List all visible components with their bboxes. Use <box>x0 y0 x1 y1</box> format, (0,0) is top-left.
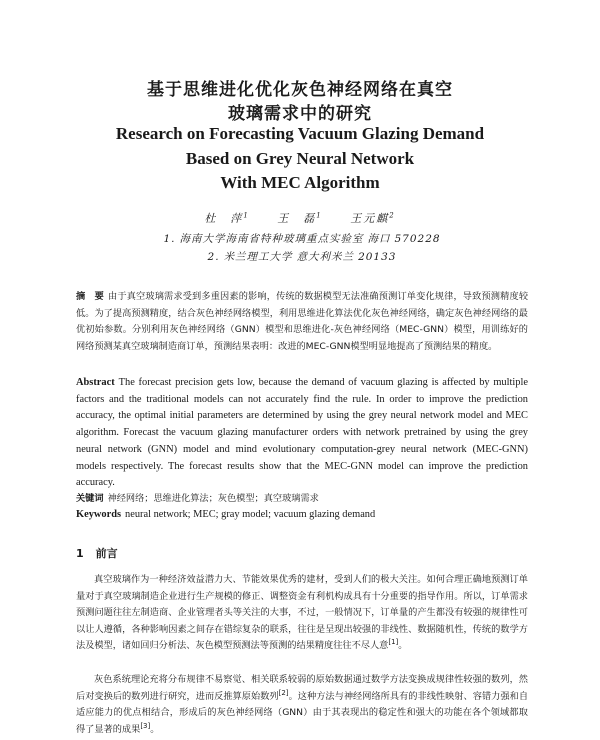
keywords-en-label: Keywords <box>76 509 122 520</box>
section-heading <box>76 545 118 561</box>
affiliation-city: 意大利米兰 <box>296 251 355 263</box>
abstract-cn-text: 由于真空玻璃需求受到多重因素的影响，传统的数据模型无法准确预测订单变化规律，导致预测精度较低。为了提高预测精度，结合灰色神经网络模型，利用思维进化算法优化灰色神经网络，确定灰色神经网络的最优初始参数。分别利用灰色神经网络（GNN）模型和思维进化-灰色神经网络（MEC-GNN）模型，用训练好的网络预测某真空玻璃制造商订单，预测结果表明：改进的MEC-GNN模型明显地提高了预测结果的精度。 <box>76 291 529 352</box>
author-name: 王元麒 <box>350 212 390 225</box>
section-number: 1 <box>76 547 84 560</box>
affiliation-line <box>0 249 600 264</box>
author-list <box>0 210 600 226</box>
keywords-cn <box>76 491 528 508</box>
body-text: 。 <box>150 723 160 735</box>
affiliation-org: 米兰理工大学 <box>223 251 293 263</box>
body-paragraph <box>76 672 528 738</box>
keywords-cn-text: 神经网络；思维进化算法；灰色模型；真空玻璃需求 <box>107 493 319 504</box>
author-name: 杜 萍 <box>204 212 244 225</box>
author-name: 王 磊 <box>277 212 317 225</box>
affiliation-line <box>0 231 600 246</box>
author-affiliation-mark: 2 <box>389 211 396 220</box>
body-text: 真空玻璃作为一种经济效益潜力大、节能效果优秀的建材，受到人们的极大关注。如何合理正确地预测订单量对于真空玻璃制造企业进行生产规模的修正、调整资金有利机构成具有十分重要的指导作用。所以，订单需求预测问题往往左制造商、企业管理者头等关注的大事，不过，一般情况下，订单量的产生都没有较强的规律性可以让人遵循，各种影响因素之间存在错综复杂的联系，往往是呈现出较强的非线性、数据随机性，传统的数学方法及模型，诸如回归分析法、灰色模型预测法等预测的结果精度往往不尽人意 <box>76 574 528 652</box>
affiliation-zip: 570228 <box>394 233 441 245</box>
affiliation-num: 1. <box>163 233 176 245</box>
body-text: 。这种方法与神经网络所具有的非线性映射、容错力强和自适应能力的优点相结合，形成后的灰色神经网络（GNN）由于其表现出的稳定性和强大的功能在各个领域都取得了显著的成果 <box>76 690 529 735</box>
title-cn-line2: 玻璃需求中的研究 <box>228 104 372 124</box>
body-text: 。 <box>398 640 408 652</box>
citation-ref: [3] <box>140 721 151 730</box>
title-en-line2: Based on Grey Neural Network <box>185 149 415 168</box>
citation-ref: [2] <box>278 688 289 697</box>
keywords-cn-label: 关键词 <box>76 493 104 504</box>
keywords-en <box>76 507 528 524</box>
affiliation-zip: 20133 <box>358 251 397 263</box>
keywords-en-text: neural network; MEC; gray model; vacuum glazing demand <box>125 509 376 520</box>
abstract-en-label: Abstract <box>76 377 115 388</box>
title-en-line1: Research on Forecasting Vacuum Glazing Demand <box>115 124 485 143</box>
author-affiliation-mark: 1 <box>316 211 323 220</box>
abstract-en-text: The forecast precision gets low, because the demand of vacuum glazing is affected by multiple factors and the traditional models can not accurately find the rule. In order to improve the prediction accuracy, the optimal initial parameters are determined by using the grey neural network model and MEC algorithm. Forecast the vacuum glazing manufacturer orders with network pretrained by using the grey neural network (GNN) model and mind evolutionary computation-grey neural network (MEC-GNN) models respectively. The forecast results show that the MEC-GNN model can improve the prediction accuracy. <box>76 377 528 489</box>
affiliation-org: 海南大学海南省特种玻璃重点实验室 <box>179 233 364 245</box>
body-text: 灰色系统理论充将分布规律不易察觉、相关联系较弱的原始数据通过数学方法变换成规律性较强的数列，然后对变换后的数列进行研究，进而反推算原始数列 <box>76 674 528 702</box>
title-cn-line1: 基于思维进化优化灰色神经网络在真空 <box>147 80 453 100</box>
abstract-cn-label: 摘 要 <box>76 291 105 302</box>
abstract-en <box>76 375 528 492</box>
author-affiliation-mark: 1 <box>243 211 250 220</box>
title-en-line3: With MEC Algorithm <box>220 173 380 192</box>
affiliation-city: 海口 <box>367 233 391 245</box>
affiliation-num: 2. <box>207 251 220 263</box>
citation-ref: [1] <box>388 638 399 647</box>
section-title: 前言 <box>95 547 118 560</box>
body-paragraph <box>76 572 528 655</box>
abstract-cn <box>76 289 528 355</box>
